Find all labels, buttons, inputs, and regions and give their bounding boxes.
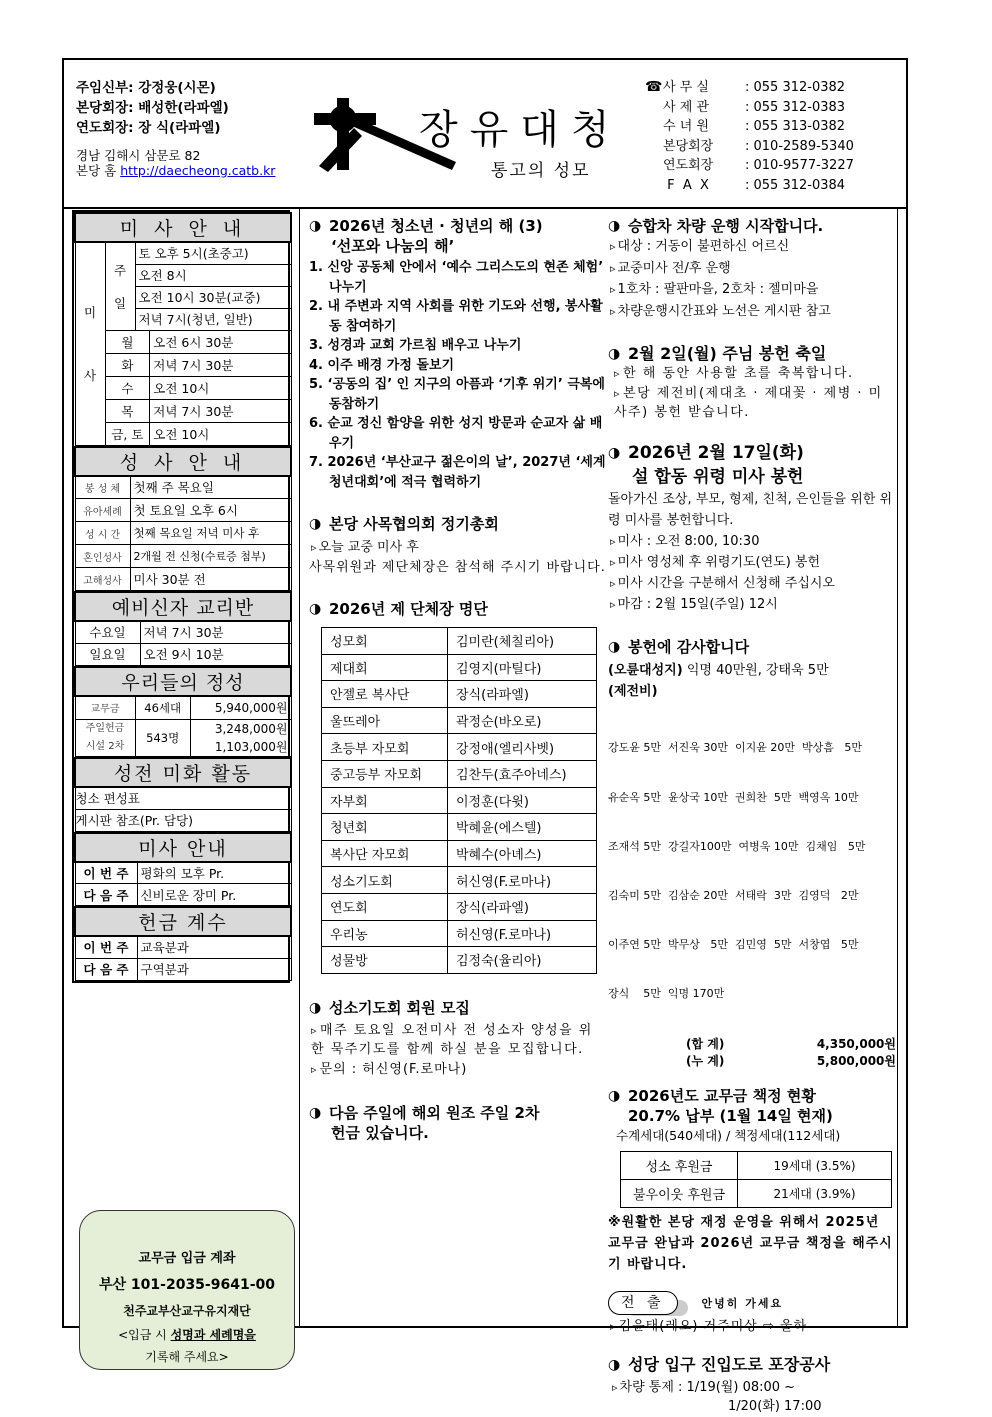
section-marker-icon: ◑ bbox=[309, 1105, 322, 1122]
presentation-item: ▹ 본당 제전비(제대초 · 제대꽃 · 제병 · 미사주) 봉헌 받습니다. bbox=[608, 384, 896, 423]
vocation-contact: ▹ 문의 : 허신영(F.로마나) bbox=[309, 1060, 607, 1080]
mass-info-value: 신비로운 장미 Pr. bbox=[137, 884, 291, 906]
youth-year-list bbox=[309, 258, 607, 492]
weekday-time: 오전 6시 30분 bbox=[150, 330, 291, 353]
account-note-2: 기록해 주세요> bbox=[145, 1350, 229, 1364]
table-row: 초등부 자모회 강정애(엘리사벳) bbox=[322, 734, 597, 761]
homepage bbox=[76, 163, 275, 178]
table-row: 울뜨레아 곽정순(바오로) bbox=[322, 707, 597, 734]
section-marker-icon: ◑ bbox=[608, 346, 621, 362]
dues-section bbox=[608, 1086, 896, 1276]
bulletin-subtitle: 통고의 성모 bbox=[491, 161, 591, 181]
section-marker-icon: ◑ bbox=[608, 1087, 621, 1104]
collection-label: 이 번 주 bbox=[75, 936, 137, 958]
list-item: 4. 이주 배경 가정 돌보기 bbox=[309, 357, 455, 373]
table-row: 연도회 장식(라파엘) bbox=[322, 893, 597, 920]
sacrament-value: 첫째 주 목요일 bbox=[130, 476, 291, 499]
section-title: 2월 2일(월) 주님 봉헌 축일 bbox=[628, 344, 827, 363]
list-item: 2. 내 주변과 지역 사회를 위한 기도와 선행, 봉사활동 참여하기 bbox=[309, 299, 603, 334]
paving-line: 1/20(화) 17:00 bbox=[728, 1399, 822, 1415]
section-title-line2: 20.7% 납부 (1월 14일 현재) bbox=[628, 1106, 833, 1125]
shuttle-item: ▹ 1호차 : 팔판마을, 2호차 : 젤미마을 bbox=[608, 279, 896, 301]
weekday-label: 목 bbox=[105, 399, 150, 422]
transfer-item: ▹ 김윤태(레오) 거주미상 ⇨ 울하 bbox=[608, 1317, 896, 1337]
mass-schedule-table bbox=[74, 212, 292, 446]
header bbox=[64, 60, 906, 209]
collection-table bbox=[74, 906, 292, 981]
right-column bbox=[608, 216, 896, 1417]
sunday-label: 주 일 bbox=[105, 242, 135, 330]
sunday-mass: 토 오후 5시(초중고) bbox=[135, 242, 291, 264]
contact-row: 수 녀 원 : 055 313-0382 bbox=[663, 119, 846, 135]
donor-list bbox=[608, 708, 896, 1036]
table-row: 성물방 김정숙(율리아) bbox=[322, 947, 597, 974]
section-title: 승합차 차량 운행 시작합니다. bbox=[628, 217, 824, 235]
address: 경남 김해시 삼문로 82 bbox=[76, 148, 201, 163]
shrine-line: (오륜대성지) 익명 40만원, 강태욱 5만 bbox=[608, 662, 829, 678]
section-title: 성소기도회 회원 모집 bbox=[329, 998, 470, 1017]
section-title: 성당 입구 진입도로 포장공사 bbox=[628, 1354, 831, 1374]
donor-row: 장식 5만 익명 170만 bbox=[608, 987, 725, 1001]
section-title: 다음 주일에 해외 원조 주일 2차 bbox=[329, 1104, 540, 1123]
contact-row: 사 제 관 : 055 312-0383 bbox=[663, 99, 846, 115]
memorial-intro: 돌아가신 조상, 부모, 형제, 친척, 은인들을 위한 위령 미사를 봉헌합니다. bbox=[608, 491, 893, 528]
list-item: 1. 신앙 공동체 안에서 ‘예수 그리스도의 현존 체험’ 나누기 bbox=[309, 260, 604, 295]
paving-line: ▹ 차량 통제 : 1/19(월) 08:00 ~ bbox=[608, 1378, 896, 1398]
council-section bbox=[309, 514, 607, 577]
offering-label: 주일헌금 시설 2차 bbox=[75, 720, 135, 757]
sacrament-value: 미사 30분 전 bbox=[130, 568, 291, 591]
sanctuary-row: 게시판 참조(Pr. 담당) bbox=[75, 809, 291, 831]
account-note: <입금 시 성명과 세례명을 bbox=[118, 1328, 256, 1342]
section-marker-icon: ◑ bbox=[309, 601, 322, 617]
section-title: 2026년 제 단체장 명단 bbox=[329, 600, 488, 618]
dues-summary: 수계세대(540세대) / 책정세대(112세대) bbox=[616, 1127, 841, 1143]
donor-row: 강도윤 5만 서진욱 30만 이지윤 20만 박상흠 5만 bbox=[608, 741, 862, 755]
mass-schedule-title: 미 사 안 내 bbox=[75, 213, 291, 242]
pastor: 주임신부: 강정웅(시몬) bbox=[76, 80, 216, 96]
collection-title: 헌금 계수 bbox=[75, 907, 291, 936]
table-row: 불우이웃 후원금 21세대 (3.9%) bbox=[621, 1180, 892, 1208]
collection-value: 구역분과 bbox=[137, 958, 291, 980]
table-row: 성소기도회 허신영(F.로마나) bbox=[322, 867, 597, 894]
column-divider bbox=[299, 209, 300, 1326]
bulletin-title: 장유대청 bbox=[419, 107, 622, 153]
table-row: 성소 후원금 19세대 (3.5%) bbox=[621, 1152, 892, 1180]
catechumen-day: 일요일 bbox=[75, 643, 140, 665]
section-title: 2026년 2월 17일(화) bbox=[628, 442, 804, 463]
contact-row: 사 무 실 : 055 312-0382 bbox=[663, 80, 846, 95]
sacrament-label: 유아세례 bbox=[75, 499, 130, 522]
offerings-table bbox=[74, 666, 292, 758]
mass-info-label: 이 번 주 bbox=[75, 862, 137, 884]
sacrament-label: 혼인성사 bbox=[75, 545, 130, 568]
offering-amount: 3,248,000원 1,103,000원 bbox=[190, 720, 291, 757]
section-title: 2026년 청소년 · 청년의 해 (3) bbox=[329, 217, 543, 235]
list-item: 5. ‘공동의 집’ 인 지구의 아픔과 ‘기후 위기’ 극복에 동참하기 bbox=[309, 377, 605, 412]
table-row: 청년회 박혜윤(에스텔) bbox=[322, 814, 597, 841]
section-marker-icon: ◑ bbox=[309, 516, 322, 532]
catechumen-time: 저녁 7시 30분 bbox=[140, 621, 291, 643]
mass-info-value: 평화의 모후 Pr. bbox=[137, 862, 291, 884]
contact-row: 본당회장 : 010-2589-5340 bbox=[663, 138, 854, 154]
middle-column bbox=[309, 216, 607, 1143]
farewell-caption: 안녕히 가세요 bbox=[701, 1297, 784, 1311]
table-row: 성모회 김미란(체칠리아) bbox=[322, 628, 597, 655]
shuttle-item: ▹ 차량운행시간표와 노선은 게시판 참고 bbox=[608, 301, 896, 323]
sunday-mass: 오전 10시 30분(교중) bbox=[135, 286, 291, 308]
donor-row: 이주연 5만 박무상 5만 김민영 5만 서창엽 5만 bbox=[608, 938, 859, 952]
phone-icon: ☎ bbox=[645, 79, 663, 95]
sacrament-label: 고해성사 bbox=[75, 568, 130, 591]
cumulative-row: (누 계) 5,800,000원 bbox=[686, 1053, 896, 1068]
weekday-time: 저녁 7시 30분 bbox=[150, 353, 291, 376]
weekday-label: 화 bbox=[105, 353, 150, 376]
presentation-item: ▹ 한 해 동안 사용할 초를 축복합니다. bbox=[608, 364, 896, 384]
info-tables bbox=[72, 210, 290, 983]
dues-note: ※원활한 본당 재정 운영을 위해서 2025년 교무금 완납과 2026년 교무금 책정을 해주시기 바랍니다. bbox=[608, 1215, 893, 1273]
mass-info-title: 미사 안내 bbox=[75, 833, 291, 862]
table-row: 복사단 자모회 박혜수(아녜스) bbox=[322, 840, 597, 867]
weekday-time: 오전 10시 bbox=[150, 376, 291, 399]
section-title: 봉헌에 감사합니다 bbox=[628, 637, 750, 656]
leaders-table bbox=[321, 627, 597, 974]
sacraments-table bbox=[74, 446, 292, 592]
federation-president: 연도회장: 장 식(라파엘) bbox=[76, 120, 221, 136]
paving-section bbox=[608, 1355, 896, 1417]
section-marker-icon: ◑ bbox=[608, 444, 621, 461]
dues-table bbox=[620, 1151, 892, 1208]
section-title-line2: 헌금 있습니다. bbox=[331, 1124, 429, 1143]
table-row: 제대회 김영지(마틸다) bbox=[322, 654, 597, 681]
catechumen-table bbox=[74, 591, 292, 666]
sunday-mass: 저녁 7시(청년, 일반) bbox=[135, 308, 291, 330]
vocation-prayer-section bbox=[309, 998, 607, 1080]
donor-row: 조재석 5만 강길자100만 여병욱 10만 김채임 5만 bbox=[608, 839, 866, 853]
weekday-label: 수 bbox=[105, 376, 150, 399]
donor-row: 김숙미 5만 김삼순 20만 서태락 3만 김영덕 2만 bbox=[608, 888, 859, 902]
table-row: 우리농 허신영(F.로마나) bbox=[322, 920, 597, 947]
mass-info-table bbox=[74, 832, 292, 907]
mass-side-label: 미 사 bbox=[75, 242, 105, 445]
offering-amount: 5,940,000원 bbox=[190, 696, 291, 720]
sanctuary-row: 청소 편성표 bbox=[75, 787, 291, 809]
contact-row: F A X : 055 312-0384 bbox=[663, 177, 846, 193]
catechumen-title: 예비신자 교리반 bbox=[75, 592, 291, 621]
transfer-section bbox=[608, 1291, 896, 1337]
mission-sunday-section bbox=[309, 1103, 607, 1143]
thanks-section bbox=[608, 637, 896, 1070]
account-holder: 천주교부산교구유지재단 bbox=[123, 1304, 251, 1318]
section-title: 2026년도 교무금 책정 현황 bbox=[628, 1086, 816, 1105]
collection-label: 다 음 주 bbox=[75, 958, 137, 980]
list-item: 7. 2026년 ‘부산교구 젊은이의 날’, 2027년 ‘세계 청년대회’에 적극 협력하기 bbox=[309, 455, 606, 490]
total-row: (합 계) 4,350,000원 bbox=[686, 1036, 896, 1051]
table-row: 중고등부 자모회 김찬두(효주아네스) bbox=[322, 760, 597, 787]
section-marker-icon: ◑ bbox=[608, 218, 621, 234]
vocation-text: ▹ 매주 토요일 오전미사 전 성소자 양성을 위한 묵주기도를 함께 하실 분을 모집합니다. bbox=[309, 1021, 607, 1060]
table-row: 안젤로 복사단 장식(라파엘) bbox=[322, 681, 597, 708]
offering-count: 543명 bbox=[135, 720, 190, 757]
sunday-mass: 오전 8시 bbox=[135, 264, 291, 286]
parish-president: 본당회장: 배성한(라파엘) bbox=[76, 100, 229, 116]
sanctuary-table bbox=[74, 757, 292, 832]
sacrament-label: 성 시 간 bbox=[75, 522, 130, 545]
homepage-label: 본당 홈 bbox=[76, 163, 117, 178]
weekday-label: 월 bbox=[105, 330, 150, 353]
section-title: 본당 사목협의회 정기총회 bbox=[329, 515, 499, 533]
catechumen-time: 오전 9시 10분 bbox=[140, 643, 291, 665]
contact-list bbox=[647, 78, 854, 196]
memorial-item: ▹ 미사 시간을 구분해서 신청해 주십시오 bbox=[608, 573, 896, 594]
bank-account-box bbox=[79, 1210, 295, 1370]
memorial-item: ▹ 마감 : 2월 15일(주일) 12시 bbox=[608, 594, 896, 615]
account-title: 교무금 입금 계좌 bbox=[138, 1251, 236, 1266]
weekday-label: 금, 토 bbox=[105, 422, 150, 445]
shuttle-item: ▹ 교중미사 전/후 운행 bbox=[608, 258, 896, 280]
council-text: ▹ 오늘 교중 미사 후 bbox=[309, 538, 607, 558]
offering-label: 교무금 bbox=[75, 696, 135, 720]
memorial-item: ▹ 미사 : 오전 8:00, 10:30 bbox=[608, 531, 896, 552]
catechumen-day: 수요일 bbox=[75, 621, 140, 643]
council-text: 사목위원과 제단체장은 참석해 주시기 바랍니다. bbox=[309, 559, 606, 575]
section-marker-icon: ◑ bbox=[309, 999, 322, 1016]
shuttle-section bbox=[608, 216, 896, 322]
presentation-section bbox=[608, 344, 896, 423]
sanctuary-title: 성전 미화 활동 bbox=[75, 758, 291, 787]
account-number: 부산 101-2035-9641-00 bbox=[99, 1277, 275, 1293]
sacrament-label: 봉 성 체 bbox=[75, 476, 130, 499]
leaders-section bbox=[309, 599, 607, 974]
sacraments-title: 성 사 안 내 bbox=[75, 447, 291, 476]
offerings-title: 우리들의 정성 bbox=[75, 667, 291, 696]
clergy-info bbox=[76, 78, 275, 178]
weekday-time: 저녁 7시 30분 bbox=[150, 399, 291, 422]
contact-row: 연도회장 : 010-9577-3227 bbox=[663, 158, 854, 174]
youth-year-section bbox=[309, 216, 607, 492]
homepage-link[interactable]: http://daecheong.catb.kr bbox=[120, 163, 276, 178]
offering-count: 46세대 bbox=[135, 696, 190, 720]
list-item: 3. 성경과 교회 가르침 배우고 나누기 bbox=[309, 338, 522, 353]
list-item: 6. 순교 정신 함양을 위한 성지 방문과 순교자 삶 배우기 bbox=[309, 416, 603, 451]
collection-value: 교육분과 bbox=[137, 936, 291, 958]
table-row: 자부회 이정훈(다윗) bbox=[322, 787, 597, 814]
sacrament-value: 첫째 목요일 저녁 미사 후 bbox=[130, 522, 291, 545]
sacrament-value: 첫 토요일 오후 6시 bbox=[130, 499, 291, 522]
column-divider bbox=[897, 209, 898, 1326]
transfer-badge: 전 출 bbox=[608, 1291, 678, 1315]
section-subtitle: ‘선포와 나눔의 해’ bbox=[331, 237, 455, 255]
weekday-time: 오전 10시 bbox=[150, 422, 291, 445]
section-marker-icon: ◑ bbox=[608, 1356, 621, 1373]
section-title-line2: 설 합동 위령 미사 봉헌 bbox=[632, 466, 804, 487]
section-marker-icon: ◑ bbox=[608, 638, 621, 655]
shuttle-item: ▹ 대상 : 거동이 불편하신 어르신 bbox=[608, 236, 896, 258]
donor-row: 유순옥 5만 윤상국 10만 권희찬 5만 백영옥 10만 bbox=[608, 790, 859, 804]
fund-label: (제전비) bbox=[608, 684, 658, 699]
mass-info-label: 다 음 주 bbox=[75, 884, 137, 906]
sacrament-value: 2개월 전 신청(수료증 첨부) bbox=[130, 545, 291, 568]
bulletin-frame bbox=[62, 58, 908, 1415]
left-column bbox=[72, 210, 290, 1364]
memorial-mass-section bbox=[608, 441, 896, 615]
section-marker-icon: ◑ bbox=[309, 218, 322, 234]
memorial-item: ▹ 미사 영성체 후 위령기도(연도) 봉헌 bbox=[608, 552, 896, 573]
